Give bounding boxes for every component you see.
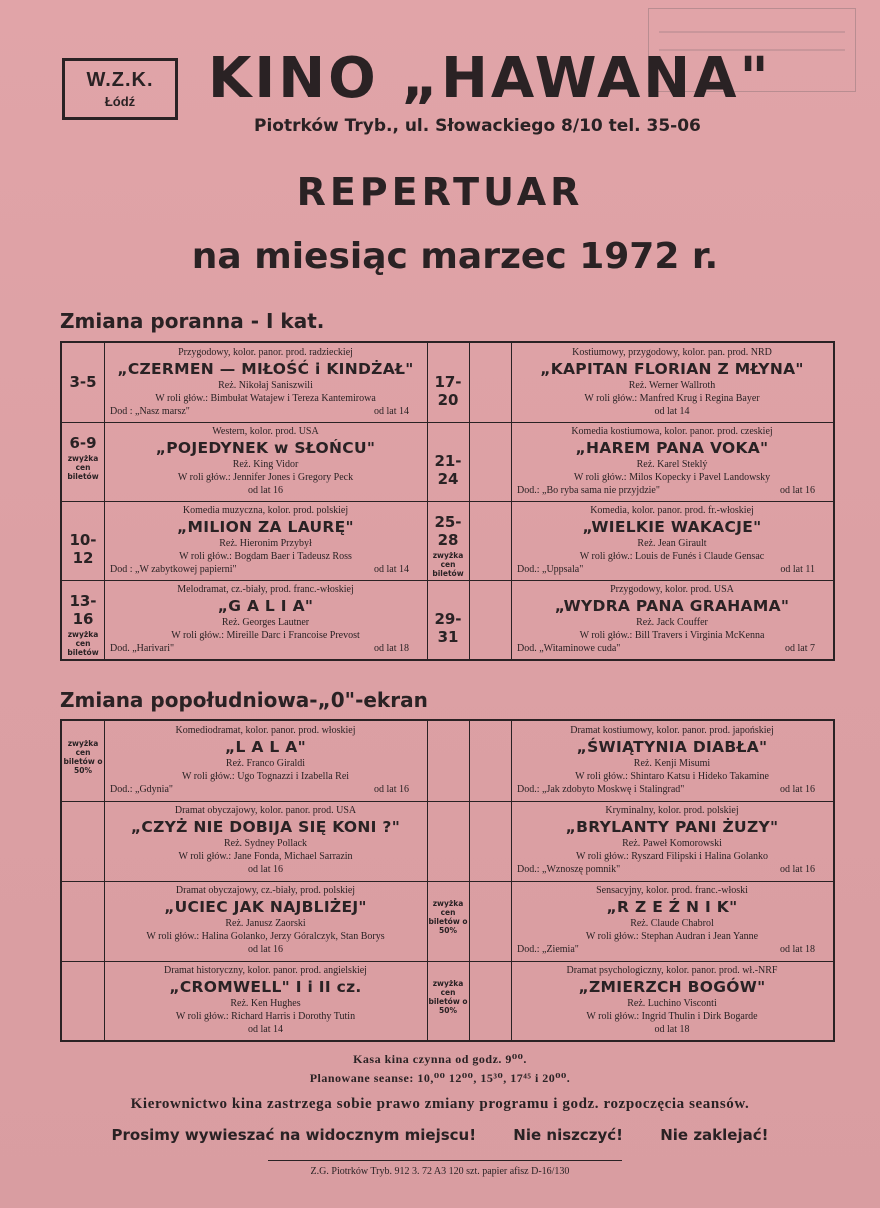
film-footer-line (511, 405, 833, 418)
film-genre: Dramat obyczajowy, kolor. panor. prod. USA (174, 805, 357, 816)
film-entry (511, 804, 833, 876)
film-director: Reż. Claude Chabrol (630, 918, 714, 929)
film-genre: Komediodramat, kolor. panor. prod. włoskiej (175, 725, 356, 736)
price-increase-note: zwyżka cen biletów o 50% (63, 739, 103, 775)
film-title: „HAREM PANA VOKA" (575, 439, 769, 457)
film-director: Reż. Sydney Pollack (223, 838, 308, 849)
request-no-damage: Nie niszczyć! (513, 1126, 623, 1144)
film-dates: 10-12 (69, 530, 97, 567)
repertoire-heading: REPERTUAR (296, 170, 584, 214)
film-dates-cell (427, 452, 469, 488)
film-supporting-short: Dod.: „Uppsala" (517, 564, 584, 575)
film-footer-line (104, 563, 427, 576)
film-title: „ŚWIĄTYNIA DIABŁA" (576, 738, 768, 756)
month-heading: na miesiąc marzec 1972 r. (191, 236, 719, 277)
film-director: Reż. Ken Hughes (230, 998, 301, 1009)
film-cast: W roli głów.: Manfred Krug i Regina Bayer (584, 393, 760, 404)
film-footer-line (511, 642, 833, 655)
film-title: „MILION ZA LAURĘ" (177, 518, 354, 536)
film-footer-line (104, 783, 427, 796)
film-genre: Sensacyjny, kolor. prod. franc.-włoski (596, 885, 748, 896)
wzk-logo (62, 58, 178, 120)
print-info-divider (268, 1160, 622, 1161)
film-title: „BRYLANTY PANI ŻUZY" (565, 818, 779, 836)
film-cast: W roli głów.: Ingrid Thulin i Dirk Bogarde (586, 1011, 758, 1022)
film-dates: 29-31 (434, 609, 462, 646)
film-dates: 13-16 (69, 592, 97, 628)
film-dates: 17-20 (434, 372, 462, 409)
film-title: „CZERMEN — MIŁOŚĆ i KINDŻAŁ" (117, 360, 414, 378)
film-cast: W roli głów.: Mireille Darc i Francoise Prevost (171, 630, 360, 641)
film-genre: Komedia muzyczna, kolor. prod. polskiej (182, 505, 349, 516)
film-director: Reż. Jack Couffer (636, 617, 708, 628)
film-footer-line (511, 943, 833, 956)
film-footer-line (511, 1023, 833, 1036)
table-row-divider (62, 881, 833, 882)
film-dates: 6-9 (69, 434, 97, 452)
film-age-rating: od lat 16 (780, 784, 815, 795)
film-title: „CROMWELL" I i II cz. (169, 978, 362, 996)
film-cast: W roli głów.: Jane Fonda, Michael Sarrazin (178, 851, 353, 862)
poster-requests (0, 1126, 880, 1144)
film-supporting-short: Dod.: „Ziemia" (517, 944, 579, 955)
film-genre: Western, kolor. prod. USA (212, 426, 319, 437)
film-genre: Dramat historyczny, kolor. panor. prod. angielskiej (164, 965, 367, 976)
film-entry (104, 583, 427, 655)
film-supporting-short: Dod : „W zabytkowej papierni" (110, 564, 237, 575)
morning-section-label: Zmiana poranna - I kat. (60, 309, 325, 333)
film-entry (511, 425, 833, 497)
film-director: Reż. Nikołaj Saniszwili (218, 380, 313, 391)
film-title: „R Z E Ź N I K" (606, 898, 738, 916)
film-director: Reż. King Vidor (232, 459, 299, 470)
management-notice: Kierownictwo kina zastrzega sobie prawo zmiany programu i godz. rozpoczęcia seansów. (130, 1096, 750, 1112)
table-row-divider (62, 501, 833, 502)
film-supporting-short: Dod. „Harivari" (110, 643, 175, 654)
morning-schedule-table (60, 341, 835, 661)
planned-screenings: Planowane seanse: 10,⁰⁰ 12⁰⁰, 15³⁰, 17⁴⁵ i 20⁰⁰. (309, 1071, 571, 1085)
film-footer-line (104, 1023, 427, 1036)
film-title: „KAPITAN FLORIAN Z MŁYNA" (540, 360, 804, 378)
film-supporting-short: Dod.: „Bo ryba sama nie przyjdzie" (517, 485, 660, 496)
film-footer-line (511, 783, 833, 796)
film-director: Reż. Franco Giraldi (225, 758, 306, 769)
film-dates-cell (62, 531, 104, 567)
film-entry (104, 884, 427, 956)
table-row-divider (62, 422, 833, 423)
film-cast: W roli głów.: Ryszard Filipski i Halina Golanko (575, 851, 769, 862)
film-cast: W roli głów.: Bill Travers i Virginia McKenna (579, 630, 765, 641)
film-entry (511, 583, 833, 655)
film-age-rating: od lat 16 (248, 864, 283, 875)
film-director: Reż. Hieronim Przybył (219, 538, 312, 549)
film-genre: Dramat psychologiczny, kolor. panor. prod. wł.-NRF (566, 965, 778, 976)
film-genre: Przygodowy, kolor. panor. prod. radzieckiej (178, 347, 353, 358)
film-supporting-short: Dod.: „Wznoszę pomnik" (517, 864, 621, 875)
cinema-title: KINO „HAWANA" (208, 46, 772, 111)
film-cast: W roli głów.: Jennifer Jones i Gregory Peck (177, 472, 354, 483)
film-age-rating: od lat 16 (374, 784, 409, 795)
afternoon-section-label: Zmiana popołudniowa-„0"-ekran (60, 688, 428, 712)
film-entry (104, 425, 427, 497)
film-genre: Dramat obyczajowy, cz.-biały, prod. polskiej (175, 885, 356, 896)
film-genre: Przygodowy, kolor. prod. USA (610, 584, 734, 595)
film-cast: W roli głów.: Louis de Funés i Claude Gensac (579, 551, 765, 562)
price-increase-note: zwyżka cen biletów o 50% (428, 899, 468, 935)
logo-line-2: Łódź (104, 94, 136, 109)
table-row-divider (62, 961, 833, 962)
film-dates: 3-5 (69, 372, 97, 391)
film-age-rating: od lat 14 (654, 406, 690, 417)
table-row-divider (62, 580, 833, 581)
film-director: Reż. Werner Wallroth (628, 380, 716, 391)
film-age-rating: od lat 11 (780, 564, 815, 575)
film-dates-cell (62, 373, 104, 391)
film-director: Reż. Luchino Visconti (627, 998, 717, 1009)
printer-info: Z.G. Piotrków Tryb. 912 3. 72 A3 120 szt. papier afisz D-16/130 (310, 1166, 570, 1177)
film-genre: Dramat kostiumowy, kolor. panor. prod. japońskiej (570, 725, 774, 736)
film-director: Reż. Georges Lautner (221, 617, 310, 628)
film-age-rating: od lat 18 (654, 1024, 690, 1035)
film-dates-cell (62, 592, 104, 657)
film-age-rating: od lat 14 (374, 564, 409, 575)
film-dates: 25-28 (434, 513, 462, 549)
film-entry (104, 804, 427, 876)
film-title: „G A L I A" (217, 597, 314, 615)
film-age-rating: od lat 16 (780, 864, 815, 875)
film-supporting-short: Dod. „Witaminowe cuda" (517, 643, 621, 654)
film-genre: Komedia kostiumowa, kolor. panor. prod. czeskiej (571, 426, 773, 437)
film-age-rating: od lat 18 (374, 643, 409, 654)
price-increase-note: zwyżka cen biletów (432, 551, 464, 578)
film-supporting-short: Dod.: „Gdynia" (110, 784, 173, 795)
film-title: „CZYŻ NIE DOBIJA SIĘ KONI ?" (130, 818, 401, 836)
film-director: Reż. Jean Girault (637, 538, 707, 549)
film-director: Reż. Kenji Misumi (633, 758, 711, 769)
film-footer-line (511, 563, 833, 576)
film-director: Reż. Karel Steklý (636, 459, 708, 470)
film-dates-cell (427, 513, 469, 578)
film-cast: W roli głów.: Ugo Tognazzi i Izabella Rei (181, 771, 350, 782)
film-entry (511, 346, 833, 418)
film-title: „L A L A" (225, 738, 306, 756)
film-entry (104, 504, 427, 576)
film-dates-cell (427, 373, 469, 409)
film-footer-line (511, 863, 833, 876)
film-entry (511, 884, 833, 956)
logo-line-1: W.Z.K. (86, 69, 154, 91)
film-genre: Kostiumowy, przygodowy, kolor. pan. prod. NRD (572, 347, 772, 358)
film-cast: W roli głów.: Bimbułat Watajew i Tereza Kantemirowa (155, 393, 376, 404)
film-entry (511, 724, 833, 796)
film-entry (511, 964, 833, 1036)
film-cast: W roli głów.: Stephan Audran i Jean Yanne (585, 931, 759, 942)
film-dates-cell (62, 737, 104, 775)
film-age-rating: od lat 16 (248, 944, 283, 955)
film-title: „WYDRA PANA GRAHAMA" (554, 597, 790, 615)
film-footer-line (511, 484, 833, 497)
film-entry (104, 724, 427, 796)
film-age-rating: od lat 16 (248, 485, 283, 496)
film-entry (104, 964, 427, 1036)
film-title: „WIELKIE WAKACJE" (582, 518, 762, 536)
film-cast: W roli głów.: Shintaro Katsu i Hideko Takamine (575, 771, 769, 782)
film-cast: W roli głów.: Richard Harris i Dorothy Tutin (175, 1011, 356, 1022)
film-genre: Komedia, kolor. panor. prod. fr.-włoskiej (590, 505, 754, 516)
film-director: Reż. Janusz Zaorski (225, 918, 306, 929)
film-dates-cell (427, 610, 469, 646)
film-age-rating: od lat 18 (780, 944, 815, 955)
box-office-hours: Kasa kina czynna od godz. 9⁰⁰. (353, 1052, 527, 1066)
film-cast: W roli głów.: Milos Kopecky i Pavel Landowsky (573, 472, 771, 483)
afternoon-schedule-table (60, 719, 835, 1042)
film-dates: 21-24 (434, 451, 462, 488)
film-dates-cell (427, 897, 469, 935)
film-genre: Melodramat, cz.-biały, prod. franc.-włoskiej (177, 584, 354, 595)
film-footer-line (104, 642, 427, 655)
price-increase-note: zwyżka cen biletów (67, 454, 99, 481)
film-age-rating: od lat 7 (785, 643, 815, 654)
film-cast: W roli głów.: Halina Golanko, Jerzy Góralczyk, Stan Borys (146, 931, 385, 942)
film-genre: Kryminalny, kolor. prod. polskiej (605, 805, 739, 816)
request-display: Prosimy wywieszać na widocznym miejscu! (111, 1126, 477, 1144)
price-increase-note: zwyżka cen biletów o 50% (428, 979, 468, 1015)
table-row-divider (62, 801, 833, 802)
film-footer-line (104, 943, 427, 956)
film-supporting-short: Dod : „Nasz marsz" (110, 406, 190, 417)
film-entry (104, 346, 427, 418)
film-footer-line (104, 484, 427, 497)
request-no-cover: Nie zaklejać! (660, 1126, 769, 1144)
film-cast: W roli głów.: Bogdam Baer i Tadeusz Ross (179, 551, 352, 562)
film-dates-cell (427, 977, 469, 1015)
film-footer-line (104, 863, 427, 876)
film-entry (511, 504, 833, 576)
price-increase-note: zwyżka cen biletów (67, 630, 99, 657)
film-age-rating: od lat 16 (780, 485, 815, 496)
film-director: Reż. Paweł Komorowski (622, 838, 722, 849)
film-dates-cell (62, 434, 104, 481)
film-title: „POJEDYNEK w SŁOŃCU" (155, 439, 376, 457)
film-age-rating: od lat 14 (248, 1024, 283, 1035)
film-age-rating: od lat 14 (374, 406, 409, 417)
film-title: „UCIEC JAK NAJBLIŻEJ" (164, 898, 367, 916)
film-footer-line (104, 405, 427, 418)
film-title: „ZMIERZCH BOGÓW" (578, 978, 766, 996)
film-supporting-short: Dod.: „Jak zdobyto Moskwę i Stalingrad" (517, 784, 685, 795)
cinema-address: Piotrków Tryb., ul. Słowackiego 8/10 tel. 35-06 (254, 116, 701, 136)
